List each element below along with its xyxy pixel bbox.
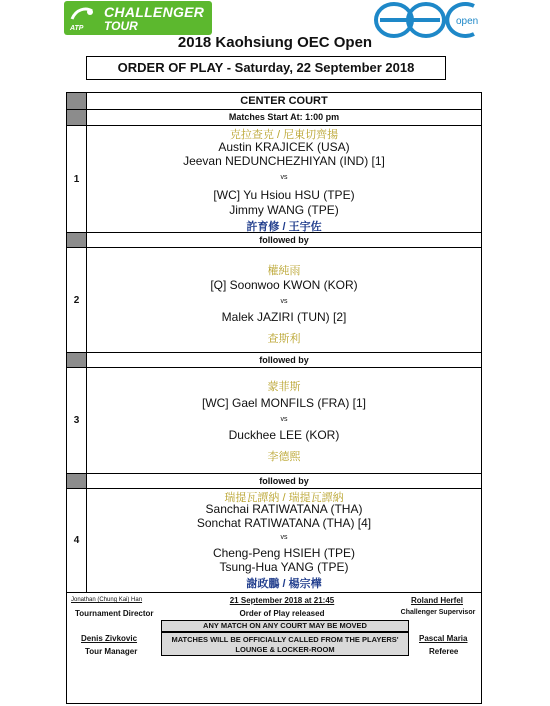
match-number: 3 xyxy=(67,368,87,473)
player-name: Jimmy WANG (TPE) xyxy=(229,203,339,217)
player-name: Duckhee LEE (KOR) xyxy=(228,428,340,442)
player-name: Cheng-Peng HSIEH (TPE) xyxy=(212,546,356,560)
tour-text: TOUR xyxy=(104,19,138,33)
player-name: Sonchat RATIWATANA (THA) [4] xyxy=(196,516,372,530)
player-name: Sanchai RATIWATANA (THA) xyxy=(205,502,363,516)
player-name: [WC] Gael MONFILS (FRA) [1] xyxy=(201,396,366,410)
released-date: 21 September 2018 at 21:45 xyxy=(229,596,335,605)
order-of-play-heading: ORDER OF PLAY - Saturday, 22 September 2018 xyxy=(86,56,446,80)
vs-label: vs xyxy=(280,174,288,181)
notice-called: MATCHES WILL BE OFFICIALLY CALLED FROM THE PLAYERS' LOUNGE & LOCKER-ROOM xyxy=(161,632,409,656)
oec-open-text: open xyxy=(456,16,479,27)
followed-by-label: followed by xyxy=(259,355,309,365)
cn-names-top: 克拉查克 / 尼東切齊揚 xyxy=(229,129,339,141)
followed-by-row xyxy=(67,474,481,489)
followed-by-label: followed by xyxy=(259,235,309,245)
start-time: Matches Start At: 1:00 pm xyxy=(228,112,340,122)
cn-names-top: 權純雨 xyxy=(267,265,301,277)
match-row-2 xyxy=(67,248,481,353)
cn-names-bottom: 謝政鵬 / 楊宗樺 xyxy=(246,578,322,590)
cn-names-bottom: 查斯利 xyxy=(267,333,301,345)
start-time-row xyxy=(67,110,481,126)
player-name: Malek JAZIRI (TUN) [2] xyxy=(221,310,347,324)
player-name: [Q] Soonwoo KWON (KOR) xyxy=(210,278,358,292)
followed-by-row xyxy=(67,233,481,248)
followed-by-row xyxy=(67,353,481,368)
match-number: 4 xyxy=(67,489,87,592)
referee-name: Pascal Maria xyxy=(419,634,468,643)
schedule-table xyxy=(66,92,482,704)
released-label: Order of Play released xyxy=(239,609,325,618)
match-row-4 xyxy=(67,489,481,593)
player-name: Jeevan NEDUNCHEZHIYAN (IND) [1] xyxy=(183,154,385,168)
vs-label: vs xyxy=(280,534,288,541)
cn-names-top: 蒙菲斯 xyxy=(267,381,301,393)
cn-names-top: 瑞提瓦譚納 / 瑞提瓦譚納 xyxy=(224,492,344,504)
tm-name: Denis Zivkovic xyxy=(81,634,138,643)
atp-challenger-logo xyxy=(64,1,212,35)
supervisor-name: Roland Herfel xyxy=(410,596,463,605)
vs-label: vs xyxy=(280,416,288,423)
court-name: CENTER COURT xyxy=(240,95,328,107)
cn-names-bottom: 李德熙 xyxy=(267,451,301,463)
match-row-1 xyxy=(67,126,481,233)
referee-title: Referee xyxy=(429,647,459,656)
player-name: Austin KRAJICEK (USA) xyxy=(218,140,350,154)
td-title: Tournament Director xyxy=(75,609,154,618)
challenger-text: CHALLENGER xyxy=(104,4,205,20)
followed-by-label: followed by xyxy=(259,476,309,486)
notice-moved: ANY MATCH ON ANY COURT MAY BE MOVED xyxy=(161,620,409,632)
tm-title: Tour Manager xyxy=(85,647,138,656)
match-number: 2 xyxy=(67,248,87,352)
player-name: [WC] Yu Hsiou HSU (TPE) xyxy=(213,188,355,202)
match-row-3 xyxy=(67,368,481,474)
court-header-row xyxy=(67,93,481,110)
atp-text: ATP xyxy=(70,25,84,32)
vs-label: vs xyxy=(280,298,288,305)
cn-names-bottom: 許育修 / 王宇佐 xyxy=(246,221,322,233)
match-number: 1 xyxy=(67,126,87,232)
supervisor-title: Challenger Supervisor xyxy=(400,609,476,616)
td-signature: Jonathan (Chung Kai) Han xyxy=(71,597,143,603)
player-name: Tsung-Hua YANG (TPE) xyxy=(219,560,349,574)
page-title: 2018 Kaohsiung OEC Open xyxy=(177,34,373,51)
